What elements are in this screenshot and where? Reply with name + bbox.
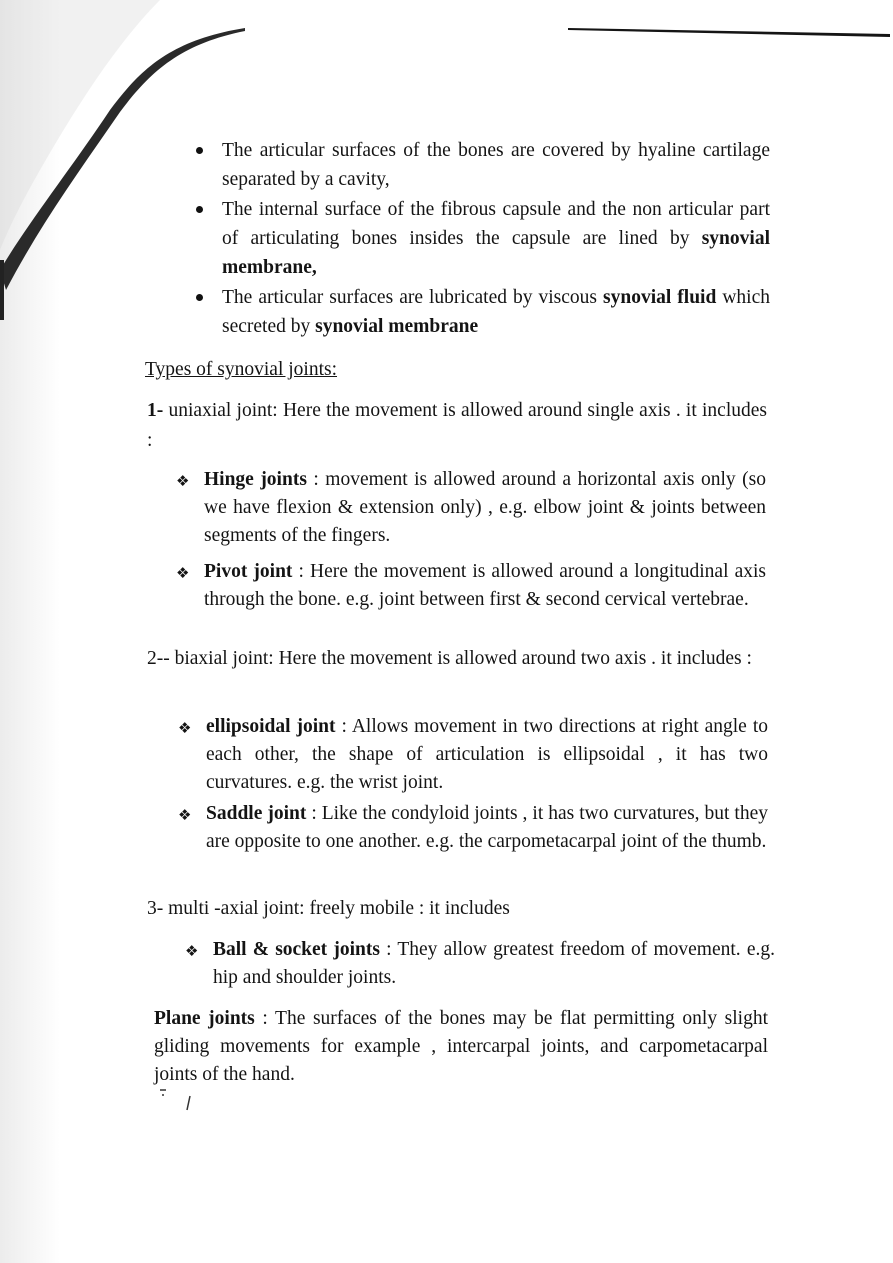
list-item: The internal surface of the fibrous capsule and the non articular part of articulating bones insides the capsule are lined by synovial membrane,: [190, 195, 770, 282]
plane-joints-paragraph: Plane joints : The surfaces of the bones may be flat permitting only slight gliding movements for example , intercarpal joints, and carpometacarpal joints of the hand.: [154, 1008, 769, 1085]
bullet-dot-icon: [196, 147, 203, 154]
diamond-bullet-icon: ❖: [176, 472, 190, 490]
list-item: ❖ Hinge joints : movement is allowed around a horizontal axis only (so we have flexion & extension only) , e.g. elbow joint & joints between segments of the fingers.: [176, 469, 766, 546]
diamond-bullet-icon: ❖: [178, 806, 192, 824]
intro-bullet-list: [190, 136, 770, 341]
uniaxial-list: [176, 466, 766, 614]
stray-pen-mark: [156, 1086, 196, 1116]
bullet-dot-icon: [196, 206, 203, 213]
list-item: ❖ Ball & socket joints : They allow greatest freedom of movement. e.g. hip and shoulder joints.: [185, 939, 776, 988]
multiaxial-intro: 3- multi -axial joint: freely mobile : it includes: [147, 898, 510, 919]
list-item: ❖ Pivot joint : Here the movement is allowed around a longitudinal axis through the bone. e.g. joint between first & second cervical vertebrae.: [176, 561, 766, 610]
list-item: ❖ Saddle joint : Like the condyloid joints , it has two curvatures, but they are opposite to one another. e.g. the carpometacarpal joint of the thumb.: [178, 803, 768, 852]
bullet-dot-icon: [196, 294, 203, 301]
uniaxial-intro: 1- uniaxial joint: Here the movement is allowed around single axis . it includes :: [147, 400, 767, 451]
multiaxial-list: [185, 936, 775, 992]
biaxial-list: [178, 713, 768, 856]
diamond-bullet-icon: ❖: [178, 719, 192, 737]
scan-top-edge: [568, 26, 890, 38]
list-item: The articular surfaces are lubricated by viscous synovial fluid which secreted by synovial membrane: [190, 283, 770, 341]
diamond-bullet-icon: ❖: [176, 564, 190, 582]
list-item: The articular surfaces of the bones are covered by hyaline cartilage separated by a cavity,: [190, 136, 770, 194]
biaxial-intro: 2-- biaxial joint: Here the movement is allowed around two axis . it includes :: [147, 648, 752, 669]
diamond-bullet-icon: ❖: [185, 942, 199, 960]
list-item: ❖ ellipsoidal joint : Allows movement in two directions at right angle to each other, the shape of articulation is ellipsoidal , it has two curvatures. e.g. the wrist joint.: [178, 716, 768, 793]
types-heading: Types of synovial joints:: [145, 359, 338, 380]
